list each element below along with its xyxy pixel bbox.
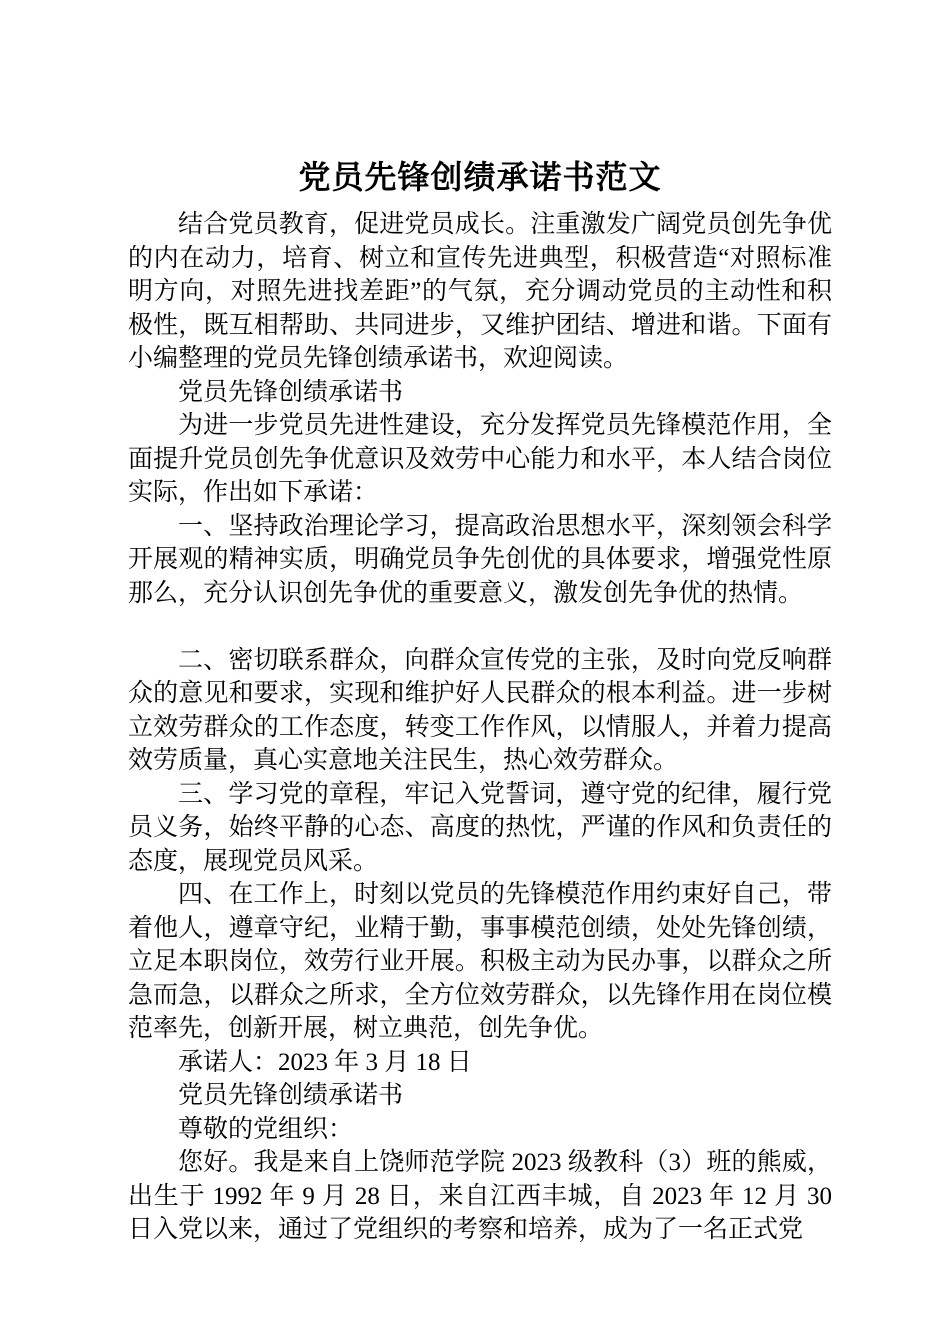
document-body — [128, 208, 832, 1247]
paragraph: 结合党员教育，促进党员成长。注重激发广阔党员创先争优的内在动力，培育、树立和宣传先进典型，积极营造“对照标准明方向，对照先进找差距”的气氛，充分调动党员的主动性和积极性，既互相帮助、共同进步，又维护团结、增进和谐。下面有小编整理的党员先锋创绩承诺书，欢迎阅读。 — [128, 211, 832, 373]
paragraph: 党员先锋创绩承诺书 — [178, 378, 404, 406]
paragraph: 为进一步党员先进性建设，充分发挥党员先锋模范作用，全面提升党员创先争优意识及效劳中心能力和水平，本人结合岗位实际，作出如下承诺： — [128, 412, 832, 507]
paragraph: 您好。我是来自上饶师范学院 2023 级教科（3）班的熊威，出生于 1992 年 9 月 28 日，来自江西丰城，自 2023 年 12 月 30 日入党以来，通过了党组织的考察和培养，成为了一名正式党 — [128, 1149, 832, 1244]
document-title: 党员先锋创绩承诺书范文 — [298, 159, 662, 195]
paragraph: 尊敬的党组织： — [178, 1115, 354, 1143]
paragraph: 承诺人：2023 年 3 月 18 日 — [178, 1048, 472, 1076]
paragraph: 一、坚持政治理论学习，提高政治思想水平，深刻领会科学开展观的精神实质，明确党员争先创优的具体要求，增强党性原那么，充分认识创先争优的重要意义，激发创先争优的热情。 — [128, 512, 832, 607]
paragraph — [128, 610, 832, 644]
paragraph: 四、在工作上，时刻以党员的先锋模范作用约束好自己，带着他人，遵章守纪，业精于勤，事事模范创绩，处处先锋创绩，立足本职岗位，效劳行业开展。积极主动为民办事，以群众之所急而急，以群众之所求，全方位效劳群众，以先锋作用在岗位模范率先，创新开展，树立典范，创先争优。 — [128, 881, 832, 1043]
paragraph: 党员先锋创绩承诺书 — [178, 1082, 404, 1110]
paragraph: 三、学习党的章程，牢记入党誓词，遵守党的纪律，履行党员义务，始终平静的心态、高度的热忱，严谨的作风和负责任的态度，展现党员风采。 — [128, 780, 832, 875]
paragraph: 二、密切联系群众，向群众宣传党的主张，及时向党反响群众的意见和要求，实现和维护好人民群众的根本利益。进一步树立效劳群众的工作态度，转变工作作风，以情服人，并着力提高效劳质量，真心实意地关注民生，热心效劳群众。 — [128, 646, 832, 775]
